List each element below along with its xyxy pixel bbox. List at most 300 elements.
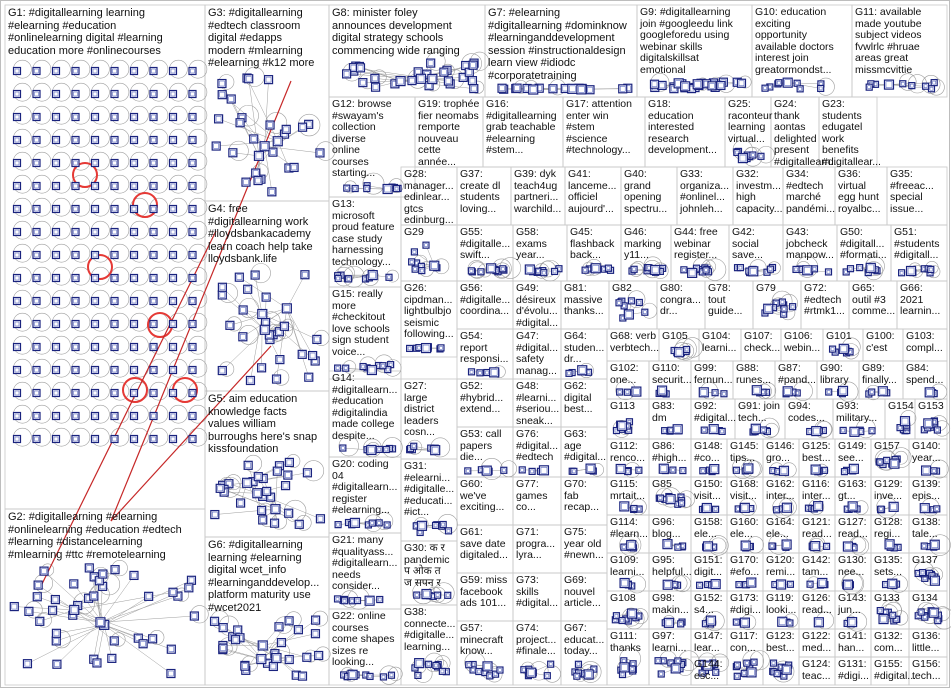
vertex-node[interactable] [710, 465, 719, 474]
vertex-node[interactable] [299, 672, 307, 680]
vertex-node[interactable] [355, 598, 361, 604]
vertex-node[interactable] [839, 344, 848, 353]
vertex-node[interactable] [111, 275, 118, 282]
vertex-node[interactable] [678, 621, 684, 627]
vertex-node[interactable] [33, 367, 40, 374]
vertex-node[interactable] [150, 413, 157, 420]
vertex-node[interactable] [663, 540, 672, 549]
vertex-node[interactable] [548, 661, 554, 667]
vertex-node[interactable] [92, 137, 99, 144]
vertex-node[interactable] [931, 80, 937, 86]
vertex-node[interactable] [733, 619, 739, 625]
vertex-node[interactable] [465, 468, 471, 474]
vertex-node[interactable] [422, 344, 431, 353]
vertex-node[interactable] [440, 522, 446, 528]
vertex-node[interactable] [53, 160, 60, 167]
vertex-node[interactable] [14, 390, 21, 397]
vertex-node[interactable] [265, 76, 273, 84]
vertex-node[interactable] [752, 386, 761, 395]
vertex-node[interactable] [415, 659, 424, 668]
vertex-node[interactable] [70, 580, 78, 588]
vertex-node[interactable] [242, 178, 250, 186]
vertex-node[interactable] [774, 671, 780, 677]
vertex-node[interactable] [301, 271, 309, 279]
vertex-node[interactable] [72, 413, 79, 420]
vertex-node[interactable] [111, 367, 118, 374]
vertex-node[interactable] [51, 596, 59, 604]
vertex-node[interactable] [699, 388, 708, 397]
vertex-node[interactable] [282, 482, 290, 490]
vertex-node[interactable] [372, 83, 380, 91]
vertex-node[interactable] [899, 270, 905, 276]
vertex-node[interactable] [758, 153, 764, 159]
vertex-node[interactable] [72, 298, 79, 305]
vertex-node[interactable] [273, 375, 281, 383]
vertex-node[interactable] [632, 387, 641, 396]
vertex-node[interactable] [260, 142, 269, 151]
vertex-node[interactable] [131, 367, 138, 374]
vertex-node[interactable] [280, 322, 288, 330]
vertex-node[interactable] [419, 268, 425, 274]
vertex-node[interactable] [440, 68, 448, 76]
vertex-node[interactable] [170, 252, 177, 259]
vertex-node[interactable] [631, 266, 637, 272]
vertex-node[interactable] [840, 427, 846, 433]
vertex-node[interactable] [527, 668, 536, 677]
vertex-node[interactable] [376, 446, 382, 452]
vertex-node[interactable] [185, 584, 193, 592]
vertex-node[interactable] [777, 580, 786, 589]
vertex-node[interactable] [428, 75, 437, 84]
vertex-node[interactable] [92, 206, 99, 213]
vertex-node[interactable] [782, 540, 791, 549]
vertex-node[interactable] [744, 660, 750, 666]
vertex-node[interactable] [779, 466, 788, 475]
vertex-node[interactable] [711, 580, 720, 589]
vertex-node[interactable] [426, 661, 432, 667]
vertex-node[interactable] [657, 495, 663, 501]
vertex-node[interactable] [651, 265, 660, 274]
vertex-node[interactable] [170, 68, 177, 75]
vertex-node[interactable] [591, 264, 600, 273]
vertex-node[interactable] [285, 458, 293, 466]
vertex-node[interactable] [407, 345, 413, 351]
vertex-node[interactable] [226, 321, 234, 329]
vertex-node[interactable] [684, 346, 690, 352]
vertex-node[interactable] [900, 81, 906, 87]
vertex-node[interactable] [243, 478, 252, 487]
vertex-node[interactable] [782, 503, 791, 512]
vertex-node[interactable] [72, 275, 79, 282]
vertex-node[interactable] [673, 425, 682, 434]
vertex-node[interactable] [928, 266, 934, 272]
vertex-node[interactable] [170, 436, 177, 443]
vertex-node[interactable] [617, 421, 626, 430]
vertex-node[interactable] [417, 521, 426, 530]
vertex-node[interactable] [575, 661, 581, 667]
vertex-node[interactable] [866, 84, 872, 90]
vertex-node[interactable] [111, 68, 118, 75]
vertex-node[interactable] [189, 298, 196, 305]
vertex-node[interactable] [236, 119, 244, 127]
vertex-node[interactable] [216, 484, 224, 492]
vertex-node[interactable] [414, 592, 420, 598]
vertex-node[interactable] [72, 137, 79, 144]
vertex-node[interactable] [857, 265, 863, 271]
vertex-node[interactable] [681, 82, 690, 91]
vertex-node[interactable] [189, 114, 196, 121]
vertex-node[interactable] [111, 321, 118, 328]
vertex-node[interactable] [525, 265, 534, 274]
vertex-node[interactable] [33, 206, 40, 213]
vertex-node[interactable] [621, 544, 627, 550]
vertex-node[interactable] [219, 624, 227, 632]
vertex-node[interactable] [482, 466, 491, 475]
vertex-node[interactable] [423, 242, 429, 248]
vertex-node[interactable] [33, 183, 40, 190]
vertex-node[interactable] [877, 608, 883, 614]
vertex-node[interactable] [227, 95, 235, 103]
vertex-node[interactable] [92, 252, 99, 259]
vertex-node[interactable] [92, 68, 99, 75]
vertex-node[interactable] [70, 605, 79, 614]
vertex-node[interactable] [433, 662, 439, 668]
vertex-node[interactable] [909, 83, 915, 89]
vertex-node[interactable] [33, 413, 40, 420]
vertex-node[interactable] [487, 673, 493, 679]
vertex-node[interactable] [10, 603, 18, 611]
vertex-node[interactable] [170, 413, 177, 420]
vertex-node[interactable] [666, 495, 675, 504]
vertex-node[interactable] [111, 566, 119, 574]
vertex-node[interactable] [259, 516, 267, 524]
vertex-node[interactable] [619, 617, 625, 623]
vertex-node[interactable] [427, 59, 435, 67]
vertex-node[interactable] [53, 91, 60, 98]
vertex-node[interactable] [272, 654, 281, 663]
vertex-node[interactable] [619, 85, 627, 93]
vertex-node[interactable] [468, 77, 476, 85]
vertex-node[interactable] [736, 582, 742, 588]
vertex-node[interactable] [150, 275, 157, 282]
vertex-node[interactable] [740, 618, 749, 627]
vertex-node[interactable] [586, 86, 594, 94]
vertex-node[interactable] [470, 85, 478, 93]
vertex-node[interactable] [189, 367, 196, 374]
vertex-node[interactable] [211, 617, 219, 625]
vertex-node[interactable] [934, 427, 940, 433]
vertex-node[interactable] [150, 206, 157, 213]
vertex-node[interactable] [285, 509, 293, 517]
vertex-node[interactable] [53, 413, 60, 420]
vertex-node[interactable] [72, 252, 79, 259]
vertex-node[interactable] [920, 504, 929, 513]
vertex-node[interactable] [239, 333, 247, 341]
vertex-node[interactable] [811, 542, 820, 551]
vertex-node[interactable] [189, 160, 196, 167]
vertex-node[interactable] [150, 137, 157, 144]
vertex-node[interactable] [930, 540, 939, 549]
vertex-node[interactable] [275, 623, 283, 631]
vertex-node[interactable] [605, 265, 611, 271]
vertex-node[interactable] [269, 662, 277, 670]
vertex-node[interactable] [53, 660, 61, 668]
vertex-node[interactable] [311, 630, 319, 638]
vertex-node[interactable] [33, 344, 40, 351]
vertex-node[interactable] [501, 467, 507, 473]
vertex-node[interactable] [72, 390, 79, 397]
vertex-node[interactable] [258, 506, 266, 514]
vertex-node[interactable] [750, 152, 756, 158]
vertex-node[interactable] [779, 299, 785, 305]
vertex-node[interactable] [235, 273, 243, 281]
vertex-node[interactable] [751, 424, 760, 433]
vertex-node[interactable] [239, 306, 247, 314]
vertex-node[interactable] [33, 275, 40, 282]
vertex-node[interactable] [92, 298, 99, 305]
vertex-node[interactable] [734, 673, 740, 679]
vertex-node[interactable] [187, 576, 195, 584]
vertex-node[interactable] [284, 471, 292, 479]
vertex-node[interactable] [53, 390, 60, 397]
vertex-node[interactable] [411, 249, 417, 255]
vertex-node[interactable] [790, 304, 796, 310]
vertex-node[interactable] [33, 68, 40, 75]
vertex-node[interactable] [273, 467, 281, 475]
vertex-node[interactable] [343, 70, 351, 78]
vertex-node[interactable] [629, 666, 635, 672]
vertex-node[interactable] [811, 465, 820, 474]
vertex-node[interactable] [907, 266, 916, 275]
vertex-node[interactable] [14, 275, 21, 282]
vertex-node[interactable] [92, 114, 99, 121]
vertex-node[interactable] [544, 673, 550, 679]
vertex-node[interactable] [737, 265, 743, 271]
vertex-node[interactable] [367, 366, 376, 375]
vertex-node[interactable] [111, 252, 118, 259]
vertex-node[interactable] [478, 269, 484, 275]
vertex-node[interactable] [170, 91, 177, 98]
vertex-node[interactable] [33, 160, 40, 167]
vertex-node[interactable] [262, 293, 270, 301]
vertex-node[interactable] [212, 142, 220, 150]
vertex-node[interactable] [818, 85, 824, 91]
vertex-node[interactable] [218, 91, 226, 99]
vertex-node[interactable] [624, 310, 633, 319]
vertex-node[interactable] [72, 160, 79, 167]
vertex-node[interactable] [701, 427, 707, 433]
vertex-node[interactable] [245, 75, 253, 83]
vertex-node[interactable] [483, 662, 492, 671]
vertex-node[interactable] [675, 544, 681, 550]
vertex-node[interactable] [254, 177, 262, 185]
vertex-node[interactable] [150, 160, 157, 167]
vertex-node[interactable] [111, 436, 118, 443]
vertex-node[interactable] [96, 618, 105, 627]
vertex-node[interactable] [552, 268, 558, 274]
vertex-node[interactable] [571, 468, 577, 474]
vertex-node[interactable] [620, 502, 629, 511]
vertex-node[interactable] [14, 91, 21, 98]
vertex-node[interactable] [299, 123, 307, 131]
vertex-node[interactable] [814, 618, 823, 627]
vertex-node[interactable] [348, 670, 357, 679]
vertex-node[interactable] [298, 350, 306, 358]
vertex-node[interactable] [783, 78, 792, 87]
vertex-node[interactable] [189, 229, 196, 236]
vertex-node[interactable] [890, 459, 899, 468]
vertex-node[interactable] [708, 82, 716, 90]
vertex-node[interactable] [920, 570, 926, 576]
vertex-node[interactable] [315, 651, 323, 659]
vertex-node[interactable] [53, 275, 60, 282]
vertex-node[interactable] [23, 660, 31, 668]
vertex-node[interactable] [131, 252, 138, 259]
vertex-node[interactable] [72, 229, 79, 236]
vertex-node[interactable] [671, 664, 680, 673]
vertex-node[interactable] [99, 570, 107, 578]
vertex-node[interactable] [922, 466, 931, 475]
vertex-node[interactable] [49, 606, 57, 614]
vertex-node[interactable] [866, 263, 875, 272]
vertex-node[interactable] [92, 321, 99, 328]
vertex-node[interactable] [313, 335, 321, 343]
vertex-node[interactable] [747, 578, 756, 587]
vertex-node[interactable] [189, 390, 196, 397]
vertex-node[interactable] [624, 389, 630, 395]
vertex-node[interactable] [170, 275, 177, 282]
vertex-node[interactable] [170, 344, 177, 351]
vertex-node[interactable] [131, 137, 138, 144]
vertex-node[interactable] [150, 183, 157, 190]
vertex-node[interactable] [367, 445, 376, 454]
vertex-node[interactable] [150, 229, 157, 236]
vertex-node[interactable] [53, 183, 60, 190]
vertex-node[interactable] [394, 186, 400, 192]
vertex-node[interactable] [111, 229, 118, 236]
vertex-node[interactable] [670, 467, 676, 473]
vertex-node[interactable] [740, 503, 749, 512]
vertex-node[interactable] [309, 352, 317, 360]
vertex-node[interactable] [751, 659, 757, 665]
vertex-node[interactable] [218, 80, 226, 88]
vertex-node[interactable] [276, 356, 284, 364]
vertex-node[interactable] [688, 268, 697, 277]
vertex-node[interactable] [343, 365, 349, 371]
vertex-node[interactable] [189, 413, 196, 420]
vertex-node[interactable] [529, 468, 535, 474]
vertex-node[interactable] [616, 464, 625, 473]
vertex-node[interactable] [189, 137, 196, 144]
vertex-node[interactable] [703, 542, 712, 551]
vertex-node[interactable] [890, 612, 896, 618]
vertex-node[interactable] [468, 268, 474, 274]
vertex-node[interactable] [469, 369, 475, 375]
vertex-node[interactable] [620, 663, 629, 672]
vertex-node[interactable] [679, 500, 685, 506]
vertex-node[interactable] [430, 261, 439, 270]
vertex-node[interactable] [787, 620, 793, 626]
vertex-node[interactable] [658, 671, 664, 677]
vertex-node[interactable] [14, 436, 21, 443]
vertex-node[interactable] [929, 608, 938, 617]
vertex-node[interactable] [215, 115, 223, 123]
vertex-node[interactable] [335, 365, 341, 371]
vertex-node[interactable] [826, 389, 832, 395]
vertex-node[interactable] [659, 464, 668, 473]
vertex-node[interactable] [435, 592, 441, 598]
vertex-node[interactable] [721, 391, 727, 397]
vertex-node[interactable] [170, 114, 177, 121]
vertex-node[interactable] [807, 581, 813, 587]
vertex-node[interactable] [616, 300, 622, 306]
vertex-node[interactable] [139, 640, 147, 648]
vertex-node[interactable] [681, 267, 687, 273]
vertex-node[interactable] [170, 206, 177, 213]
vertex-node[interactable] [830, 346, 836, 352]
vertex-node[interactable] [189, 91, 196, 98]
vertex-node[interactable] [92, 390, 99, 397]
vertex-node[interactable] [145, 592, 153, 600]
vertex-node[interactable] [85, 564, 93, 572]
vertex-node[interactable] [53, 206, 60, 213]
vertex-node[interactable] [266, 121, 274, 129]
vertex-node[interactable] [72, 367, 79, 374]
vertex-node[interactable] [269, 148, 277, 156]
vertex-node[interactable] [170, 229, 177, 236]
vertex-node[interactable] [149, 635, 157, 643]
vertex-node[interactable] [713, 506, 719, 512]
vertex-node[interactable] [620, 579, 629, 588]
vertex-node[interactable] [680, 468, 686, 474]
vertex-node[interactable] [760, 427, 766, 433]
vertex-node[interactable] [34, 581, 42, 589]
vertex-node[interactable] [130, 571, 138, 579]
vertex-node[interactable] [52, 637, 60, 645]
vertex-node[interactable] [218, 291, 226, 299]
vertex-node[interactable] [53, 367, 60, 374]
vertex-node[interactable] [72, 183, 79, 190]
vertex-node[interactable] [72, 114, 79, 121]
vertex-node[interactable] [150, 114, 157, 121]
vertex-node[interactable] [709, 425, 718, 434]
vertex-node[interactable] [793, 266, 799, 272]
vertex-node[interactable] [411, 443, 417, 449]
vertex-node[interactable] [189, 275, 196, 282]
vertex-node[interactable] [706, 616, 715, 625]
vertex-node[interactable] [888, 579, 897, 588]
vertex-node[interactable] [33, 321, 40, 328]
vertex-node[interactable] [848, 618, 857, 627]
vertex-node[interactable] [356, 64, 364, 72]
vertex-node[interactable] [131, 321, 138, 328]
vertex-node[interactable] [444, 77, 452, 85]
vertex-node[interactable] [577, 85, 586, 94]
vertex-node[interactable] [627, 541, 636, 550]
vertex-node[interactable] [613, 613, 619, 619]
vertex-node[interactable] [675, 348, 684, 357]
vertex-node[interactable] [251, 271, 259, 279]
vertex-node[interactable] [150, 344, 157, 351]
vertex-node[interactable] [713, 669, 719, 675]
vertex-node[interactable] [812, 427, 821, 436]
vertex-node[interactable] [53, 252, 60, 259]
vertex-node[interactable] [150, 91, 157, 98]
vertex-node[interactable] [824, 543, 830, 549]
vertex-node[interactable] [252, 169, 260, 177]
vertex-node[interactable] [650, 80, 658, 88]
vertex-node[interactable] [254, 151, 263, 160]
